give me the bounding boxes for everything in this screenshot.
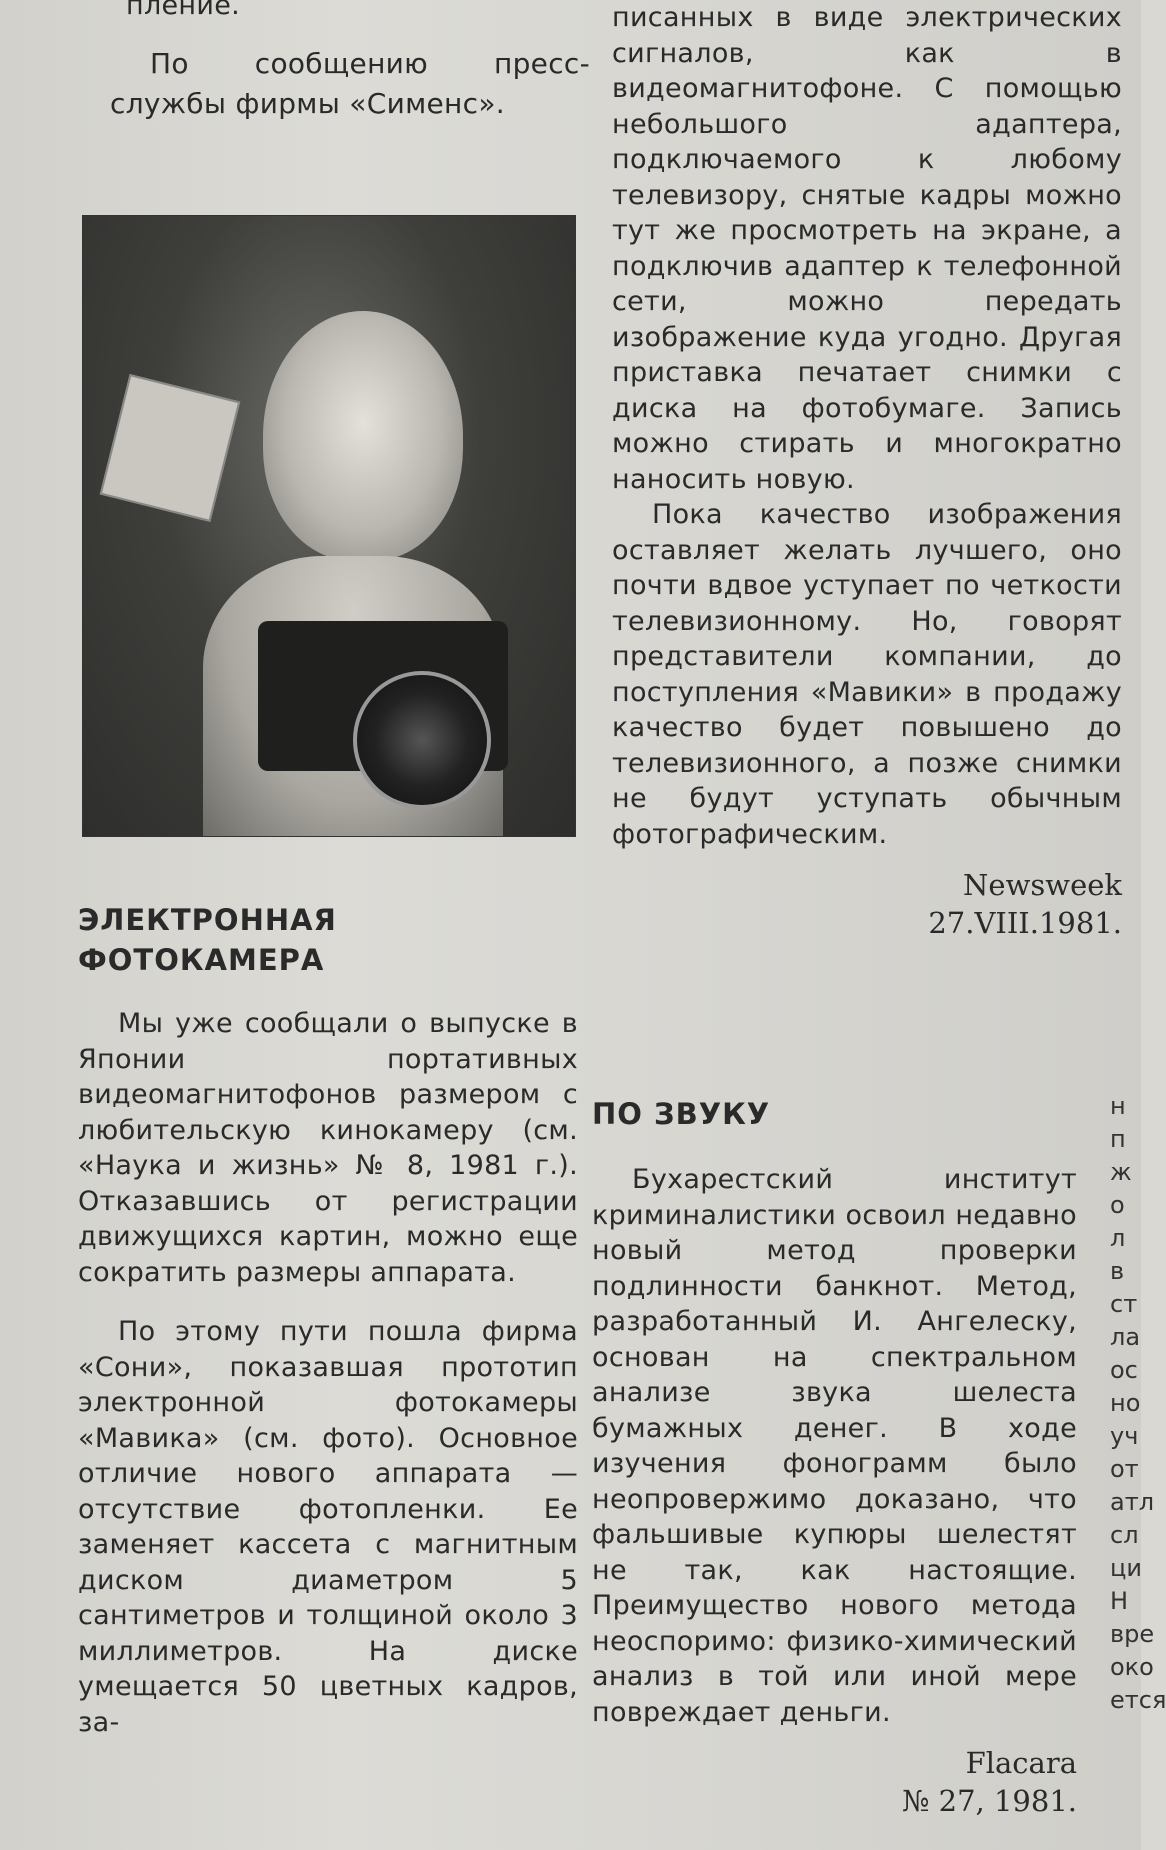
edge-fragment: атл [1110,1488,1155,1516]
sound-article-para: Бухарестский институт криминалистики освоил недавно новый метод проверки подлинности банкнот. Метод, разработанный И. Ангелеску, основан на спектральном анализе звука шелеста бумажных денег. В ходе изучения фонограмм было неопровержимо доказано, что фальшивые купюры шелестят не так, как настоящие. Преимущество нового метода неоспоримо: физико-химический анализ в той или иной мере повреждает деньги. [592,1164,1077,1728]
camera-article-heading-line1: ЭЛЕКТРОННАЯ [78,903,337,937]
camera-prototype-photo [82,215,576,837]
camera-lens-icon [353,671,491,809]
sound-article [592,1094,1077,1820]
edge-fragment: око [1110,1653,1154,1681]
magnetic-disk-cassette [100,374,241,522]
edge-fragment: уч [1110,1422,1139,1450]
siemens-attribution: По сообщению пресс-службы фирмы «Сименс». [110,47,590,120]
edge-fragment: но [1110,1389,1141,1417]
edge-fragment: н [1110,1092,1126,1120]
edge-fragment: ос [1110,1356,1138,1384]
edge-fragment: Н [1110,1587,1129,1615]
newsweek-source-name: Newsweek [963,868,1122,902]
flacara-source-name: Flacara [965,1746,1077,1780]
edge-fragment: ла [1110,1323,1141,1351]
sound-article-heading: ПО ЗВУКУ [592,1097,771,1131]
right-column [612,0,1122,942]
woman-face [263,311,463,561]
next-column-fragments [1110,1090,1166,1717]
camera-article-para2: По этому пути пошла фирма «Сони», показавшая прототип электронной фотокамеры «Мавика» (см. фото). Основное отличие нового аппарата — отсутствие фотопленки. Ее заменяет кассета с магнитным диском диаметром 5 сантиметров и толщиной около 3 миллиметров. На диске умещается 50 цветных кадров, за- [78,1316,578,1738]
edge-fragment: ется [1110,1686,1166,1714]
flacara-source-date: № 27, 1981. [901,1784,1077,1818]
edge-fragment: от [1110,1455,1139,1483]
camera-article-para1: Мы уже сообщали о выпуске в Японии портативных видеомагнитофонов размером с любительскую кинокамеру (см. «Наука и жизнь» № 8, 1981 г.). Отказавшись от регистрации движущихся картин, можно еще сократить размеры аппарата. [78,1008,578,1288]
edge-fragment: вре [1110,1620,1155,1648]
edge-fragment: ж [1110,1158,1132,1186]
camera-article [78,900,578,1740]
camera-article-quality-para: Пока качество изображения оставляет желать лучшего, оно почти вдвое уступает по четкости телевизионному. Но, говорят представители компании, до поступления «Мавики» в продажу качество будет повышено до телевизионного, а позже снимки не будут уступать обычным фотографическим. [612,499,1122,850]
camera-article-heading-line2: ФОТОКАМЕРА [78,943,325,977]
edge-fragment: л [1110,1224,1126,1252]
edge-fragment: о [1110,1191,1125,1219]
edge-fragment: ци [1110,1554,1142,1582]
previous-article-fragment: пление. [126,0,241,21]
edge-fragment: ст [1110,1290,1138,1318]
edge-fragment: в [1110,1257,1125,1285]
edge-fragment: п [1110,1125,1126,1153]
camera-article-continuation: писанных в виде электрических сигналов, как в видеомагнитофоне. С помощью небольшого адаптера, подключаемого к любому телевизору, снятые кадры можно тут же просмотреть на экране, а подключив адаптер к телефонной сети, можно передать изображение куда угодно. Другая приставка печатает снимки с диска на фотобумаге. Запись можно стирать и многократно наносить новую. [612,2,1122,495]
edge-fragment: сл [1110,1521,1139,1549]
newsweek-source-date: 27.VIII.1981. [928,906,1122,940]
